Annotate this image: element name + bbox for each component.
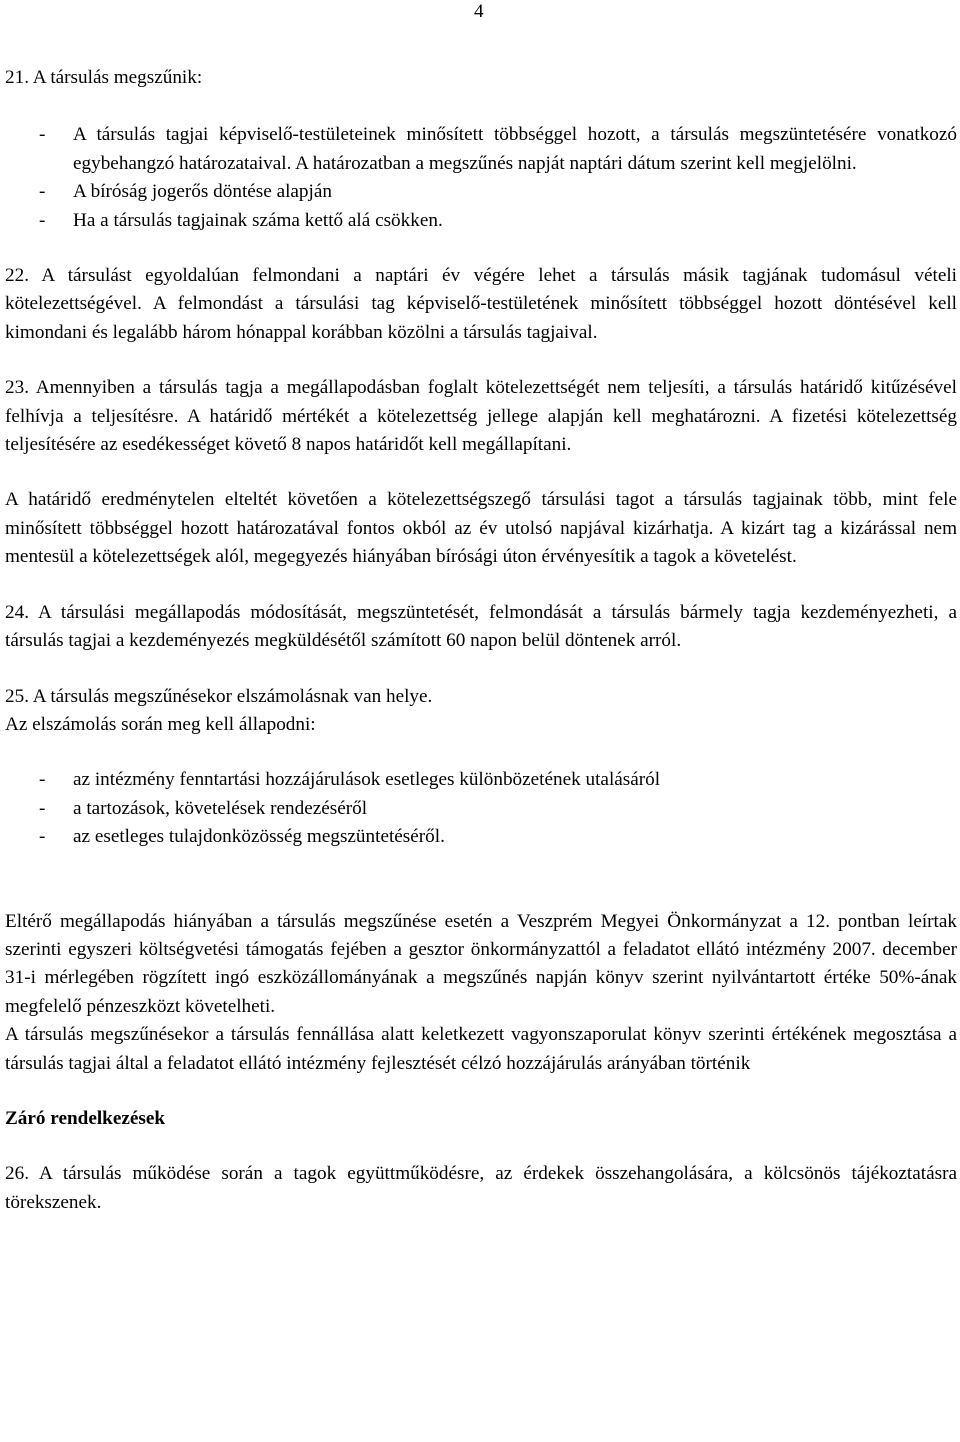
- section-22: 22. A társulást egyoldalúan felmondani a naptári év végére lehet a társulás másik tagjának tudomásul vételi kötelezettségével. A felmondást a társulási tag képviselő-testületének minősített többséggel hozott döntésével kell kimondani és legalább három hónappal korábban közölni a társulás tagjaival.: [5, 265, 957, 343]
- list-item: [5, 207, 957, 235]
- dash-bullet: -: [39, 124, 46, 146]
- section-25-line-2: Az elszámolás során meg kell állapodni:: [5, 713, 316, 735]
- list-item-text: Ha a társulás tagjainak száma kettő alá csökken.: [73, 209, 443, 231]
- list-item: [5, 766, 957, 794]
- list-item-text: A társulás tagjai képviselő-testületeinek minősített többséggel hozott, a társulás megszüntetésére vonatkozó egybehangzó határozataival. A határozatban a megszűnés napját naptári dátum szerint kell megjelölni.: [73, 124, 957, 174]
- dash-bullet: -: [39, 209, 46, 231]
- list-item: [5, 823, 957, 851]
- list-item-text: az intézmény fenntartási hozzájárulások esetleges különbözetének utalásáról: [73, 769, 661, 791]
- list-item-text: az esetleges tulajdonközösség megszüntetéséről.: [73, 826, 445, 848]
- dash-bullet: -: [39, 826, 46, 848]
- section-23: 23. Amennyiben a társulás tagja a megállapodásban foglalt kötelezettségét nem teljesíti, a társulás határidő kitűzésével felhívja a teljesítésre. A határidő mértékét a kötelezettség jellege alapján kell meghatározni. A fizetési kötelezettség teljesítésére az esedékességet követő 8 napos határidőt kell megállapítani.: [5, 377, 957, 456]
- list-item-text: A bíróság jogerős döntése alapján: [73, 181, 332, 203]
- list-item: [5, 795, 957, 823]
- section-24: 24. A társulási megállapodás módosítását, megszüntetését, felmondását a társulás bármely tagja kezdeményezheti, a társulás tagjai a kezdeményezés megküldésétől számított 60 napon belül döntenek arról.: [5, 601, 957, 652]
- section-25-list: [5, 766, 957, 851]
- zaro-heading: Záró rendelkezések: [5, 1107, 166, 1129]
- dash-bullet: -: [39, 797, 46, 819]
- dash-bullet: -: [39, 181, 46, 203]
- paragraph-elteres: Eltérő megállapodás hiányában a társulás megszűnése esetén a Veszprém Megyei Önkormányzat a 12. pontban leírtak szerinti egyszeri költségvetési támogatás fejében a gesztor önkormányzattól a feladatot ellátó intézmény 2007. december 31-i mérlegében rögzített ingó eszközállományának a megszűnés napján könyv szerint nyilvántartott értéke 50%-ának megfelelő pénzeszközt követelheti.: [5, 910, 957, 1017]
- paragraph-vagyon: A társulás megszűnésekor a társulás fennállása alatt keletkezett vagyonszaporulat könyv szerinti értékének megosztása a társulás tagjai által a feladatot ellátó intézmény fejlesztését célzó hozzájárulás arányában történik: [5, 1024, 957, 1074]
- section-25-line-1: 25. A társulás megszűnésekor elszámolásnak van helye.: [5, 685, 433, 707]
- section-26: 26. A társulás működése során a tagok együttműködésre, az érdekek összehangolására, a kölcsönös tájékoztatásra törekszenek.: [5, 1163, 957, 1213]
- dash-bullet: -: [39, 769, 46, 791]
- page-number: 4: [474, 1, 484, 22]
- list-item: [5, 121, 957, 178]
- list-item: [5, 178, 957, 206]
- section-23-paragraph-2: A határidő eredménytelen elteltét követően a kötelezettségszegő társulási tagot a társulás tagjainak több, mint fele minősített többséggel hozott határozatával fontos okból az év utolsó napjával kizárhatja. A kizárt tag a kizárással nem mentesül a kötelezettségek alól, megegyezés hiányában bírósági úton érvényesítik a tagok a követelést.: [5, 489, 957, 568]
- section-21-list: [5, 121, 957, 235]
- section-21-heading: 21. A társulás megszűnik:: [5, 67, 203, 88]
- document-body: [5, 64, 957, 1217]
- list-item-text: a tartozások, követelések rendezéséről: [73, 797, 368, 819]
